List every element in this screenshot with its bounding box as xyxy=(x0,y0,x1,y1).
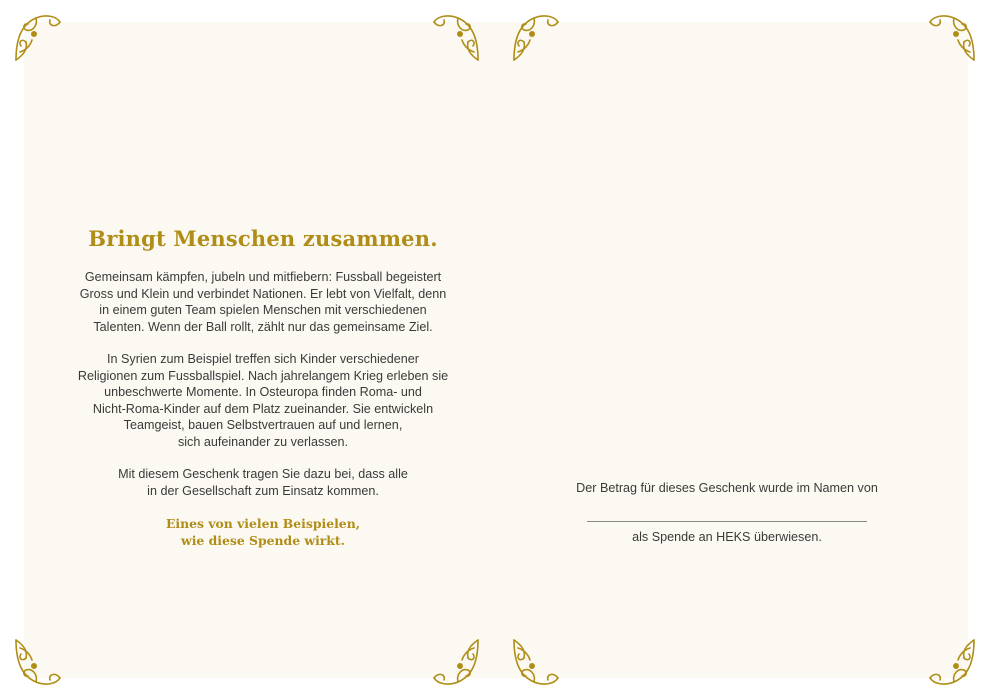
tagline-line: wie diese Spende wirkt. xyxy=(181,533,345,548)
text-line: Teamgeist, bauen Selbstvertrauen auf und lernen, xyxy=(123,418,403,432)
paragraph-intro xyxy=(60,269,466,335)
corner-flourish-icon xyxy=(430,636,482,688)
corner-flourish-icon xyxy=(12,636,64,688)
tagline-line: Eines von vielen Beispielen, xyxy=(165,516,361,531)
text-line: Nicht-Roma-Kinder auf dem Platz zueinander. Sie entwickeln xyxy=(92,401,434,416)
headline: Bringt Menschen zusammen. xyxy=(88,226,438,251)
text-line: Talenten. Wenn der Ball rollt, zählt nur das gemeinsame Ziel. xyxy=(93,319,433,334)
text-line: in der Gesellschaft zum Einsatz kommen. xyxy=(147,483,379,498)
text-line: unbeschwerte Momente. In Osteuropa finden Roma- und xyxy=(104,385,422,399)
corner-flourish-icon xyxy=(510,636,562,688)
corner-flourish-icon xyxy=(430,12,482,64)
corner-flourish-icon xyxy=(510,12,562,64)
left-panel xyxy=(60,226,466,549)
paragraph-closing xyxy=(60,466,466,499)
text-line: in einem guten Team spielen Menschen mit verschiedenen xyxy=(99,303,427,317)
dedication-outro: als Spende an HEKS überwiesen. xyxy=(632,530,822,544)
text-line: Mit diesem Geschenk tragen Sie dazu bei, dass alle xyxy=(118,467,408,481)
corner-flourish-icon xyxy=(926,636,978,688)
corner-flourish-icon xyxy=(926,12,978,64)
right-panel xyxy=(572,481,882,544)
text-line: sich aufeinander zu verlassen. xyxy=(177,434,349,449)
corner-flourish-icon xyxy=(12,12,64,64)
tagline xyxy=(60,515,466,549)
dedication-intro: Der Betrag für dieses Geschenk wurde im Namen von xyxy=(576,481,878,495)
text-line: Gemeinsam kämpfen, jubeln und mitfiebern: Fussball begeistert xyxy=(84,270,442,284)
text-line: Religionen zum Fussballspiel. Nach jahrelangem Krieg erleben sie xyxy=(77,368,449,383)
paragraph-example xyxy=(60,351,466,450)
name-line xyxy=(587,521,867,522)
text-line: In Syrien zum Beispiel treffen sich Kinder verschiedener xyxy=(107,352,419,366)
text-line: Gross und Klein und verbindet Nationen. Er lebt von Vielfalt, denn xyxy=(79,286,447,301)
